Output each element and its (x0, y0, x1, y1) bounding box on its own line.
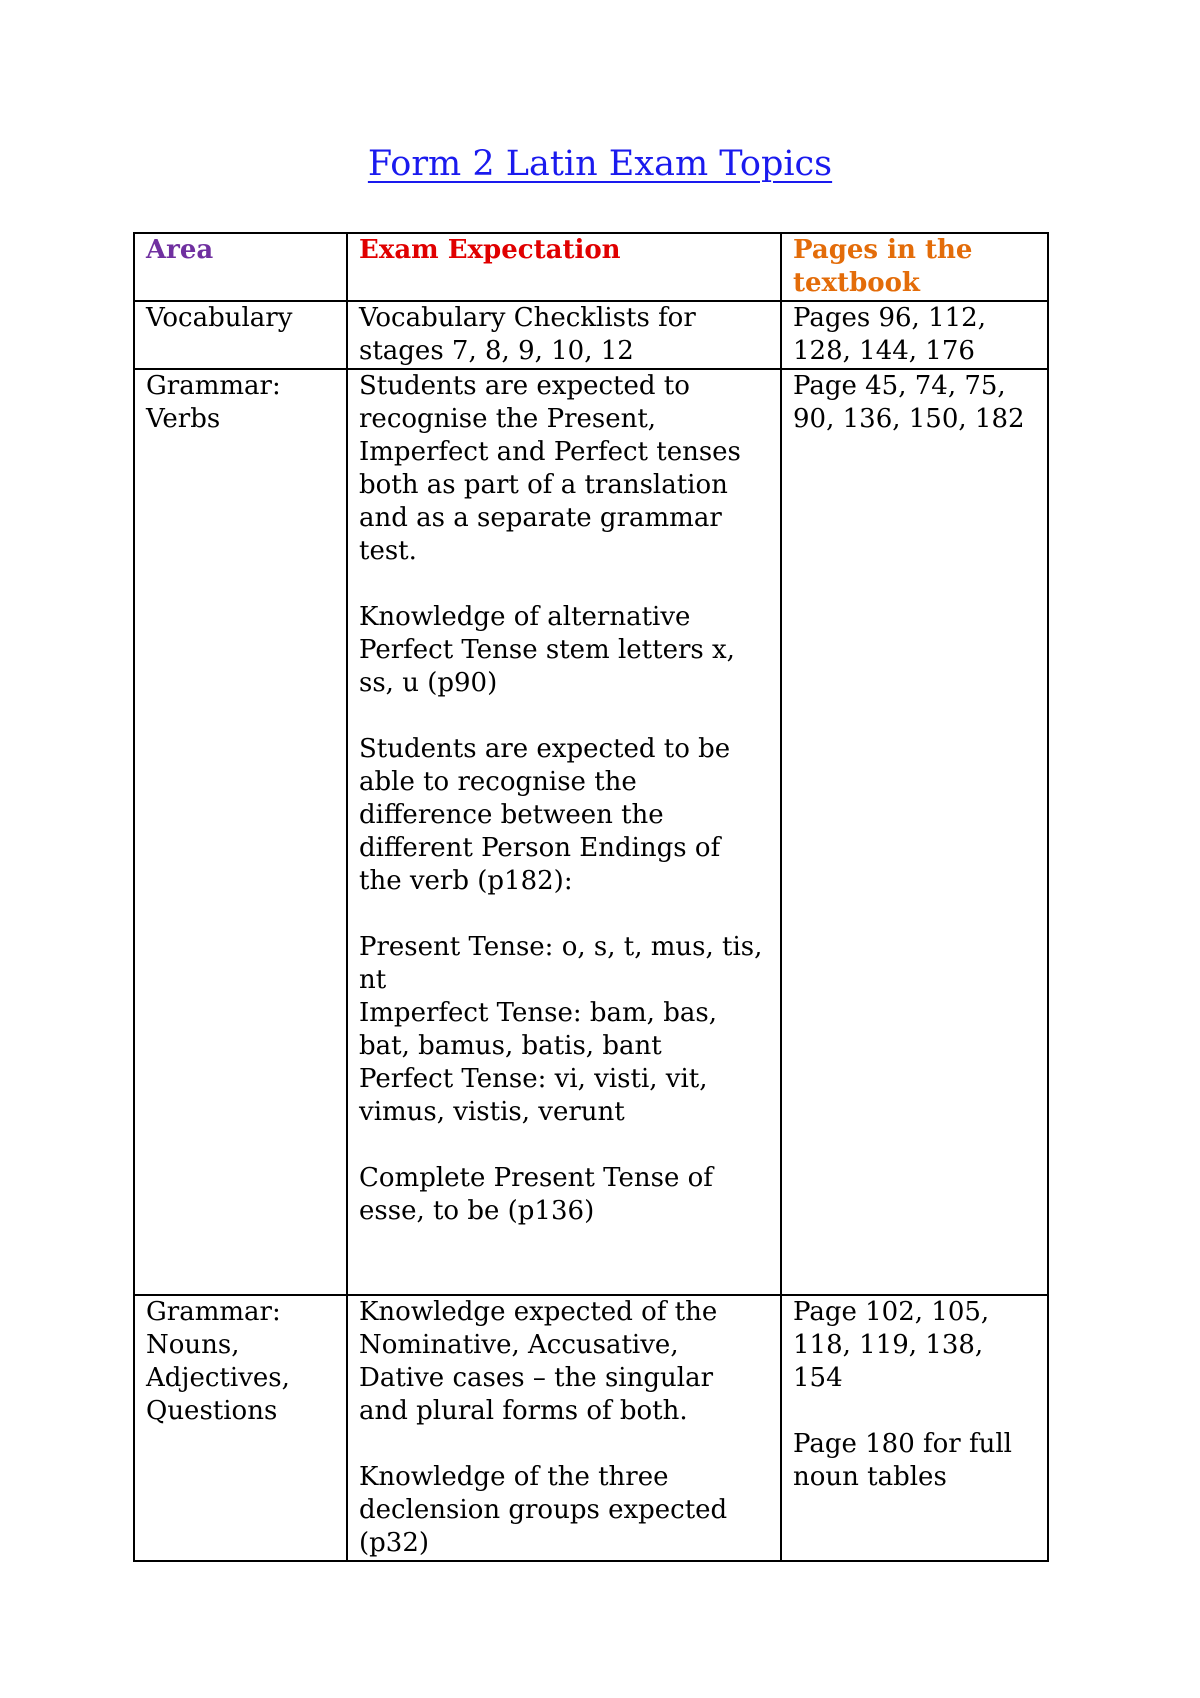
pages-cell (781, 1295, 1048, 1561)
expectation-paragraph: Knowledge expected of the Nominative, Accusative, Dative cases – the singular and plural forms of both. (359, 1297, 718, 1426)
table-row (134, 369, 1048, 1295)
header-expectation-cell (347, 233, 781, 301)
area-text: Vocabulary (146, 303, 293, 333)
expectation-paragraph: Complete Present Tense of esse, to be (p136) (359, 1163, 713, 1226)
area-cell (134, 369, 347, 1295)
pages-paragraph: Pages 96, 112, 128, 144, 176 (793, 303, 986, 366)
expectation-cell (347, 1295, 781, 1561)
header-area: Area (146, 235, 214, 265)
expectation-paragraph: Students are expected to be able to recognise the difference between the different Person Endings of the verb (p182): (359, 734, 731, 896)
exam-topics-table (133, 232, 1049, 1562)
pages-paragraph: Page 180 for full noun tables (793, 1429, 1012, 1492)
person-endings-list: Present Tense: o, s, t, mus, tis, nt Imperfect Tense: bam, bas, bat, bamus, batis, bant Perfect Tense: vi, visti, vit, vimus, vistis, verunt (359, 932, 763, 1127)
header-pages-cell (781, 233, 1048, 301)
header-expectation: Exam Expectation (359, 235, 621, 265)
pages-paragraph: Page 45, 74, 75, 90, 136, 150, 182 (793, 371, 1025, 434)
header-area-cell (134, 233, 347, 301)
table-row (134, 301, 1048, 369)
header-pages: Pages in the textbook (793, 235, 973, 298)
page-title: Form 2 Latin Exam Topics (367, 144, 833, 184)
area-text: Grammar: Nouns, Adjectives, Questions (146, 1297, 290, 1426)
pages-cell (781, 369, 1048, 1295)
table-header-row (134, 233, 1048, 301)
expectation-paragraph: Knowledge of alternative Perfect Tense stem letters x, ss, u (p90) (359, 602, 735, 698)
area-text: Grammar: Verbs (146, 371, 281, 434)
pages-cell (781, 301, 1048, 369)
area-cell (134, 301, 347, 369)
expectation-paragraph: Vocabulary Checklists for stages 7, 8, 9, 10, 12 (359, 303, 696, 366)
table-row (134, 1295, 1048, 1561)
area-cell (134, 1295, 347, 1561)
pages-paragraph: Page 102, 105, 118, 119, 138, 154 (793, 1297, 990, 1393)
expectation-paragraph: Knowledge of the three declension groups expected (p32) (359, 1462, 728, 1558)
expectation-cell (347, 301, 781, 369)
expectation-paragraph: Students are expected to recognise the Present, Imperfect and Perfect tenses both as part of a translation and as a separate grammar test. (359, 371, 741, 566)
expectation-cell (347, 369, 781, 1295)
